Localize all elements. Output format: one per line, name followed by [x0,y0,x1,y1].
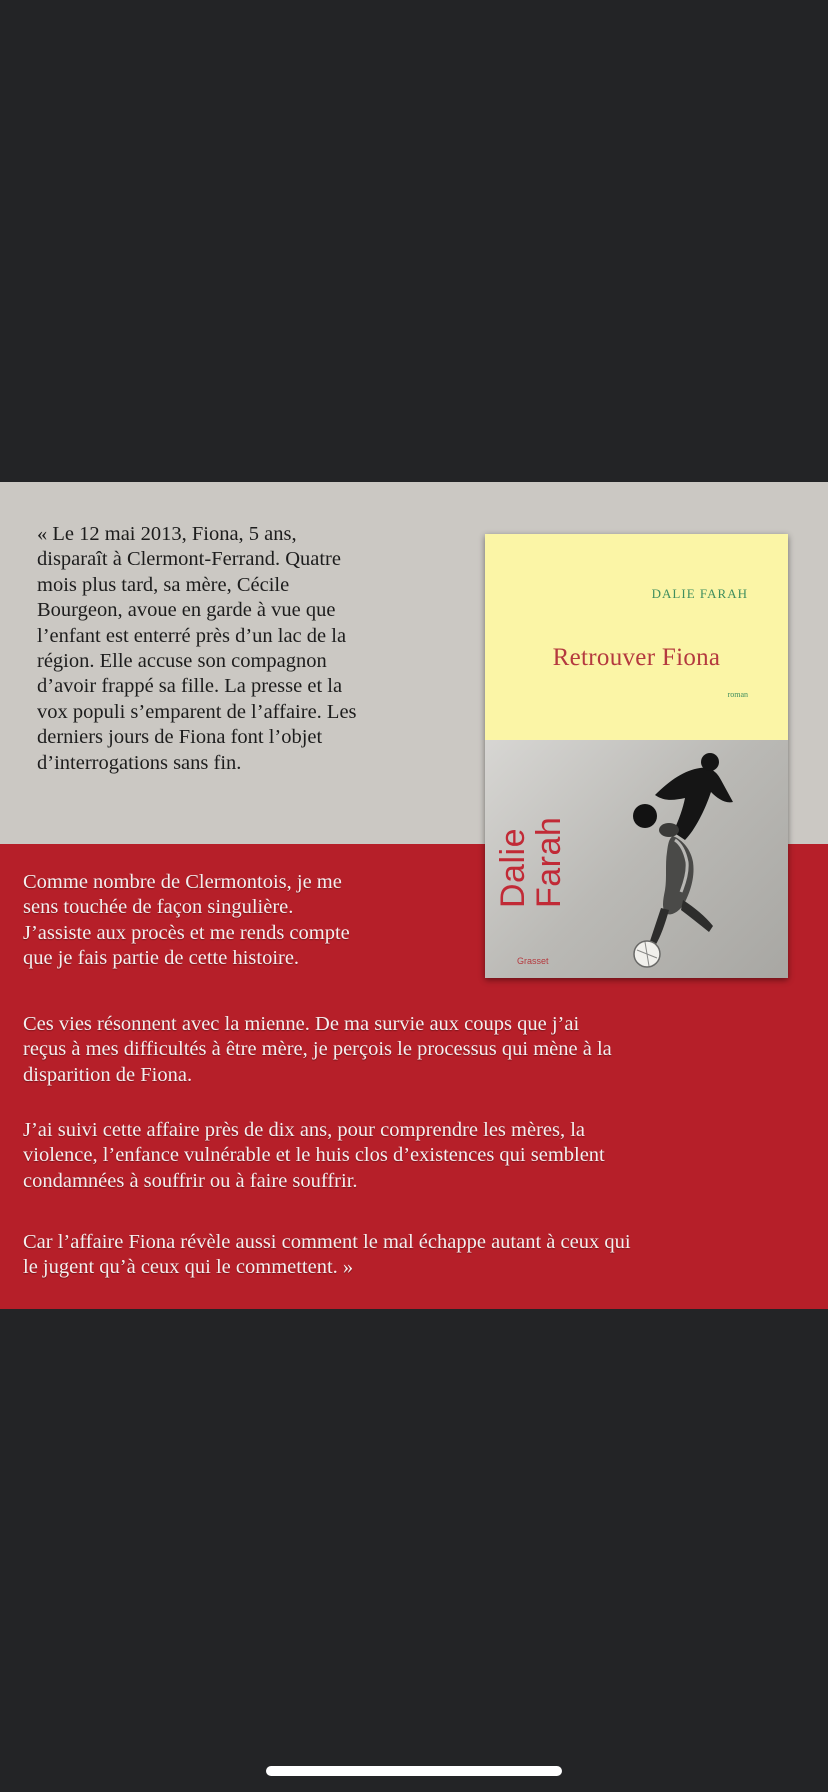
intro-paragraph: « Le 12 mai 2013, Fiona, 5 ans, disparaît à Clermont-Ferrand. Quatre mois plus tard, sa mère, Cécile Bourgeon, avoue en garde à vue que l’enfant est enterré près d’un lac de la région. Elle accuse son compagnon d’avoir frappé sa fille. La presse et la vox populi s’emparent de l’affaire. Les derniers jours de Fiona font l’objet d’interrogations sans fin. [37,523,357,774]
cover-publisher: Grasset [517,956,549,966]
cover-author-last-name: Farah [530,816,568,908]
second-paragraph: Comme nombre de Clermontois, je me sens touchée de façon singulière. J’assiste aux procès et me rends compte que je fais partie de cette histoire. [23,871,350,970]
fourth-paragraph: J’ai suivi cette affaire près de dix ans, pour comprendre les mères, la violence, l’enfance vulnérable et le huis clos d’existences qui semblent condamnées à souffrir ou à faire souffrir. [23,1119,605,1192]
third-paragraph: Ces vies résonnent avec la mienne. De ma survie aux coups que j’ai reçus à mes difficultés à être mère, je perçois le processus qui mène à la disparition de Fiona. [23,1013,612,1086]
home-indicator[interactable] [266,1766,562,1776]
cover-book-title: Retrouver Fiona [552,644,721,671]
cover-author-vertical [495,778,567,908]
cover-photo [485,740,788,978]
cover-author-first-name: Dalie [494,828,532,908]
book-promo-card [0,482,828,1309]
fifth-paragraph: Car l’affaire Fiona révèle aussi comment le mal échappe autant à ceux qui le jugent qu’à ceux qui le commettent. » [23,1231,631,1279]
book-cover [485,534,788,978]
cover-genre-label: roman [727,690,748,699]
cover-author-name: DALIE FARAH [651,586,748,601]
cover-title-area [485,534,788,740]
